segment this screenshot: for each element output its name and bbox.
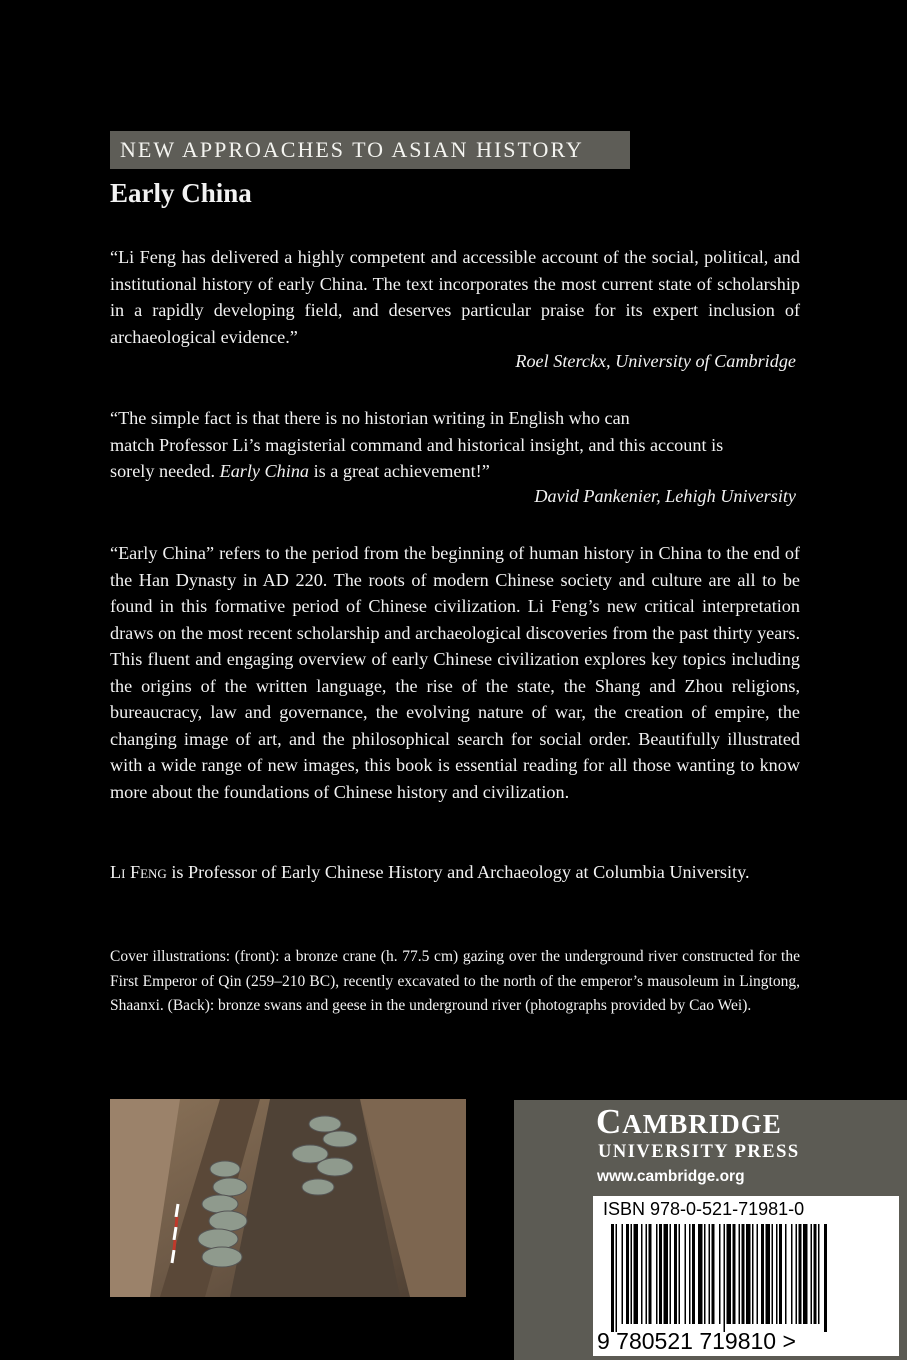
author-bio	[110, 859, 800, 886]
publisher-name-rest: AMBRIDGE	[622, 1109, 782, 1139]
publisher-url[interactable]: www.cambridge.org	[597, 1168, 745, 1185]
quote2-line1: “The simple fact is that there is no historian writing in English who can	[110, 408, 630, 428]
isbn-label: ISBN 978-0-521-71981-0	[603, 1199, 805, 1219]
quote2-line3-text: sorely needed.	[110, 461, 220, 481]
attribution-roel-sterckx: Roel Sterckx, University of Cambridge	[515, 351, 796, 371]
quote2-book-title: Early China	[219, 461, 310, 481]
publisher-box	[514, 1100, 907, 1360]
quote2-line3	[110, 458, 800, 485]
book-description: “Early China” refers to the period from the beginning of human history in China to the end of the Han Dynasty in AD 220. The roots of modern Chinese society and culture are all to be found in this formative period of Chinese civilization. Li Feng’s new critical interpretation draws on the most recent scholarship and archaeological discoveries from the past thirty years. This fluent and engaging overview of early Chinese civilization explores key topics including the origins of the written language, the rise of the state, the Shang and Zhou religions, bureaucracy, law and governance, the evolving nature of war, the creation of empire, the changing image of art, and the philosophical search for social order. Beautifully illustrated with a wide range of new images, this book is essential reading for all those wanting to know more about the foundations of Chinese history and civilization.	[110, 543, 800, 802]
quote2-line2: match Professor Li’s magisterial command and historical insight, and this account is	[110, 434, 724, 455]
cover-illustration-credit: Cover illustrations: (front): a bronze crane (h. 77.5 cm) gazing over the underground river constructed for the First Emperor of Qin (259–210 BC), recently excavated to the north of the emperor’s mausoleum in Lingtong, Shaanxi. (Back): bronze swans and geese in the underground river (photographs provided by Cao Wei).	[110, 948, 800, 1014]
attribution-david-pankenier: David Pankenier, Lehigh University	[534, 486, 796, 506]
quote-david-pankenier	[110, 405, 800, 485]
author-name: Li Feng	[110, 862, 167, 882]
barcode-digits: 9 780521 719810 >	[597, 1328, 796, 1354]
quote2-line3-end: is a great achievement!”	[309, 461, 490, 481]
quote-roel-sterckx: “Li Feng has delivered a highly competent and accessible account of the social, political, and institutional history of early China. The text incorporates the most current state of scholarship in a rapidly developing field, and deserves particular praise for its expert inclusion of archaeological evidence.”	[110, 247, 800, 347]
isbn-barcode-area	[593, 1196, 899, 1356]
excavation-photo	[110, 1099, 466, 1297]
author-bio-text: is Professor of Early Chinese History and Archaeology at Columbia University.	[166, 862, 750, 882]
series-band	[110, 131, 630, 169]
series-title: NEW APPROACHES TO ASIAN HISTORY	[120, 137, 584, 162]
publisher-press: UNIVERSITY PRESS	[598, 1142, 800, 1162]
publisher-name	[596, 1102, 782, 1142]
publisher-name-initial: C	[596, 1102, 623, 1141]
book-title: Early China	[110, 178, 252, 208]
